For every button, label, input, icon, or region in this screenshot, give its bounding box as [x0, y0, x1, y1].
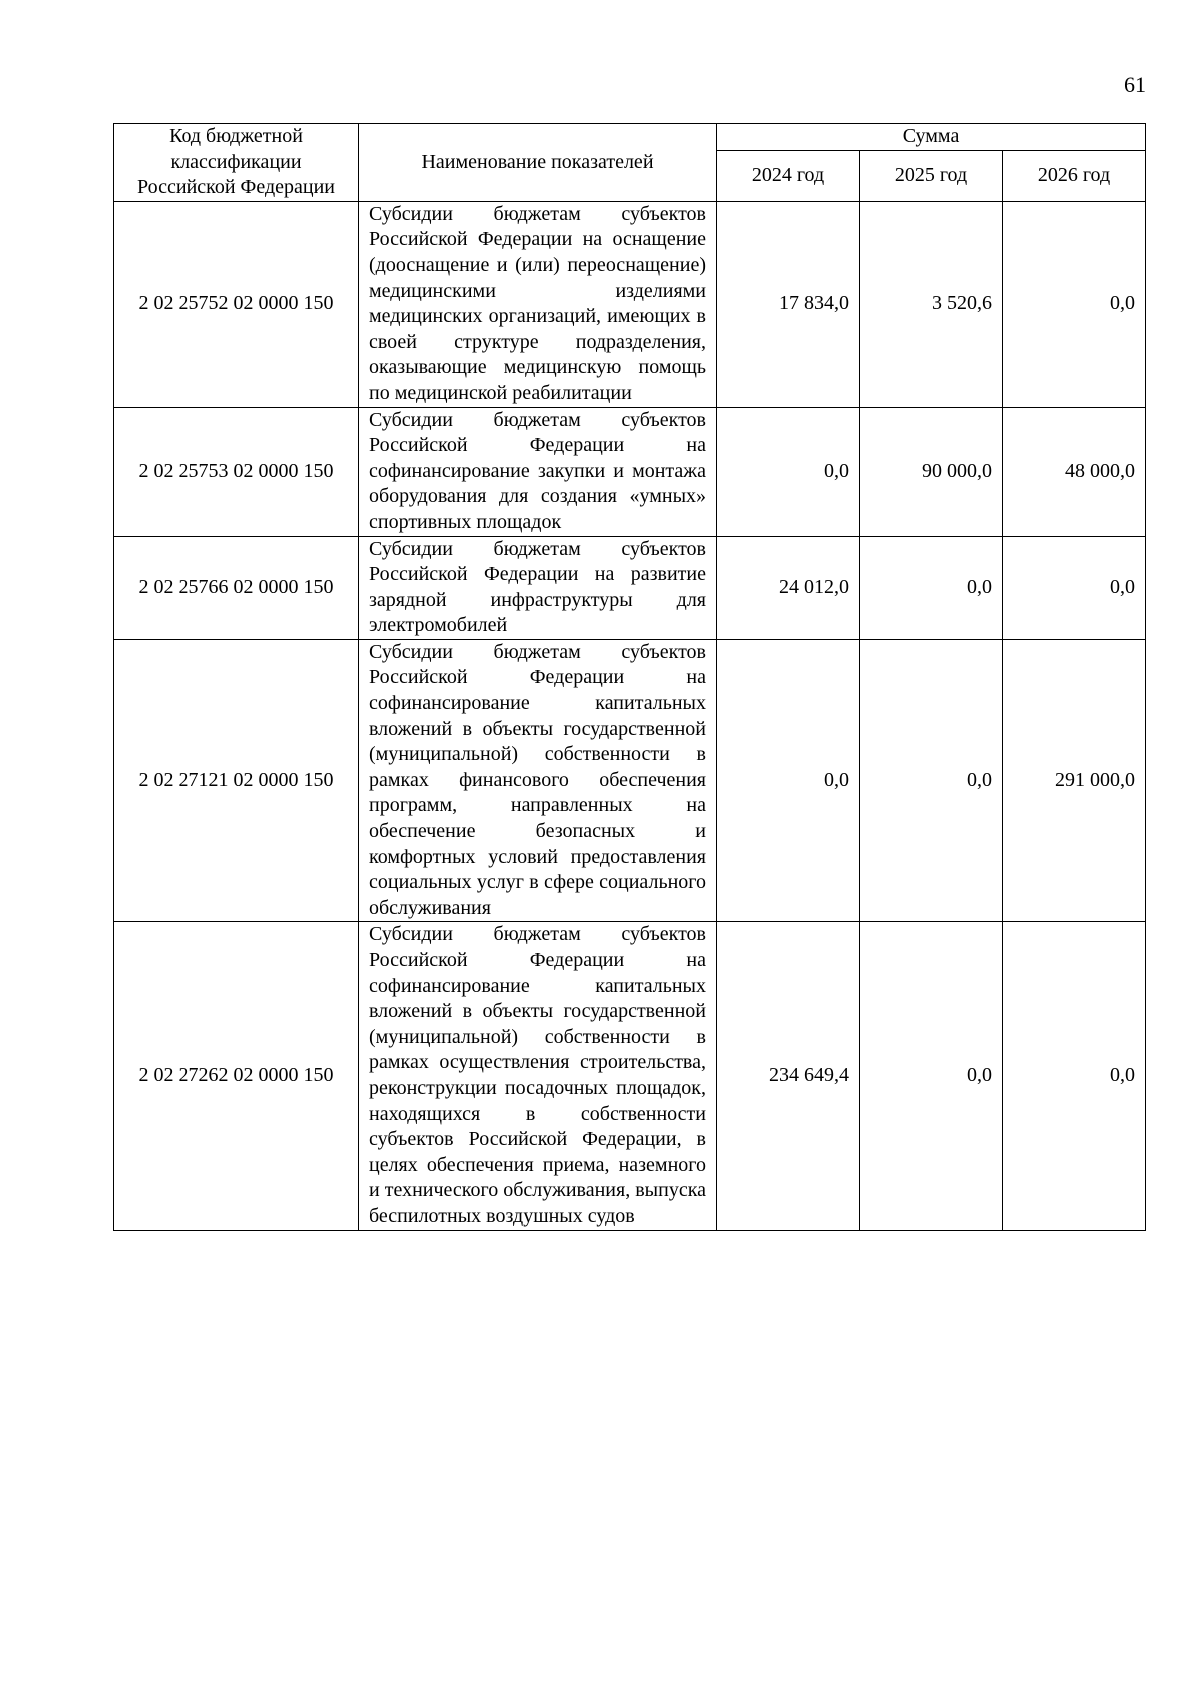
- row-name: Субсидии бюджетам субъектов Российской Федерации на оснащение (дооснащение и (или) переоснащение) медицинскими изделиями медицинских организаций, имеющих в своей структуре подразделения, оказывающие медицинскую помощь по медицинской реабилитации: [359, 201, 717, 407]
- row-value-2026: 0,0: [1003, 536, 1146, 639]
- row-code: 2 02 27121 02 0000 150: [114, 639, 359, 922]
- row-value-2026: 0,0: [1003, 201, 1146, 407]
- row-name: Субсидии бюджетам субъектов Российской Федерации на софинансирование капитальных вложений в объекты государственной (муниципальной) собственности в рамках финансового обеспечения программ, направленных на обеспечение безопасных и комфортных условий предоставления социальных услуг в сфере социального обслуживания: [359, 639, 717, 922]
- table-row: [114, 639, 1146, 922]
- row-value-2025: 3 520,6: [860, 201, 1003, 407]
- table-row: [114, 407, 1146, 536]
- row-value-2025: 0,0: [860, 922, 1003, 1230]
- row-value-2024: 0,0: [717, 407, 860, 536]
- row-value-2025: 90 000,0: [860, 407, 1003, 536]
- table-row: [114, 201, 1146, 407]
- header-code: Код бюджетной классификации Российской Федерации: [114, 124, 359, 202]
- row-value-2026: 48 000,0: [1003, 407, 1146, 536]
- header-year-2024: 2024 год: [717, 151, 860, 202]
- row-name: Субсидии бюджетам субъектов Российской Федерации на развитие зарядной инфраструктуры для электромобилей: [359, 536, 717, 639]
- header-name: Наименование показателей: [359, 124, 717, 202]
- row-value-2025: 0,0: [860, 536, 1003, 639]
- row-value-2024: 0,0: [717, 639, 860, 922]
- row-value-2026: 0,0: [1003, 922, 1146, 1230]
- row-code: 2 02 25766 02 0000 150: [114, 536, 359, 639]
- row-code: 2 02 25752 02 0000 150: [114, 201, 359, 407]
- row-value-2024: 234 649,4: [717, 922, 860, 1230]
- header-year-2026: 2026 год: [1003, 151, 1146, 202]
- header-sum: Сумма: [717, 124, 1146, 151]
- budget-table: [113, 123, 1146, 1231]
- table-row: [114, 922, 1146, 1230]
- row-value-2024: 24 012,0: [717, 536, 860, 639]
- row-name: Субсидии бюджетам субъектов Российской Федерации на софинансирование закупки и монтажа оборудования для создания «умных» спортивных площадок: [359, 407, 717, 536]
- page-number: 61: [1124, 72, 1146, 97]
- row-name: Субсидии бюджетам субъектов Российской Федерации на софинансирование капитальных вложений в объекты государственной (муниципальной) собственности в рамках осуществления строительства, реконструкции посадочных площадок, находящихся в собственности субъектов Российской Федерации, в целях обеспечения приема, наземного и технического обслуживания, выпуска беспилотных воздушных судов: [359, 922, 717, 1230]
- table-row: [114, 536, 1146, 639]
- row-code: 2 02 25753 02 0000 150: [114, 407, 359, 536]
- row-code: 2 02 27262 02 0000 150: [114, 922, 359, 1230]
- header-year-2025: 2025 год: [860, 151, 1003, 202]
- row-value-2025: 0,0: [860, 639, 1003, 922]
- row-value-2024: 17 834,0: [717, 201, 860, 407]
- table-body: [114, 201, 1146, 1230]
- row-value-2026: 291 000,0: [1003, 639, 1146, 922]
- table-header: [114, 124, 1146, 202]
